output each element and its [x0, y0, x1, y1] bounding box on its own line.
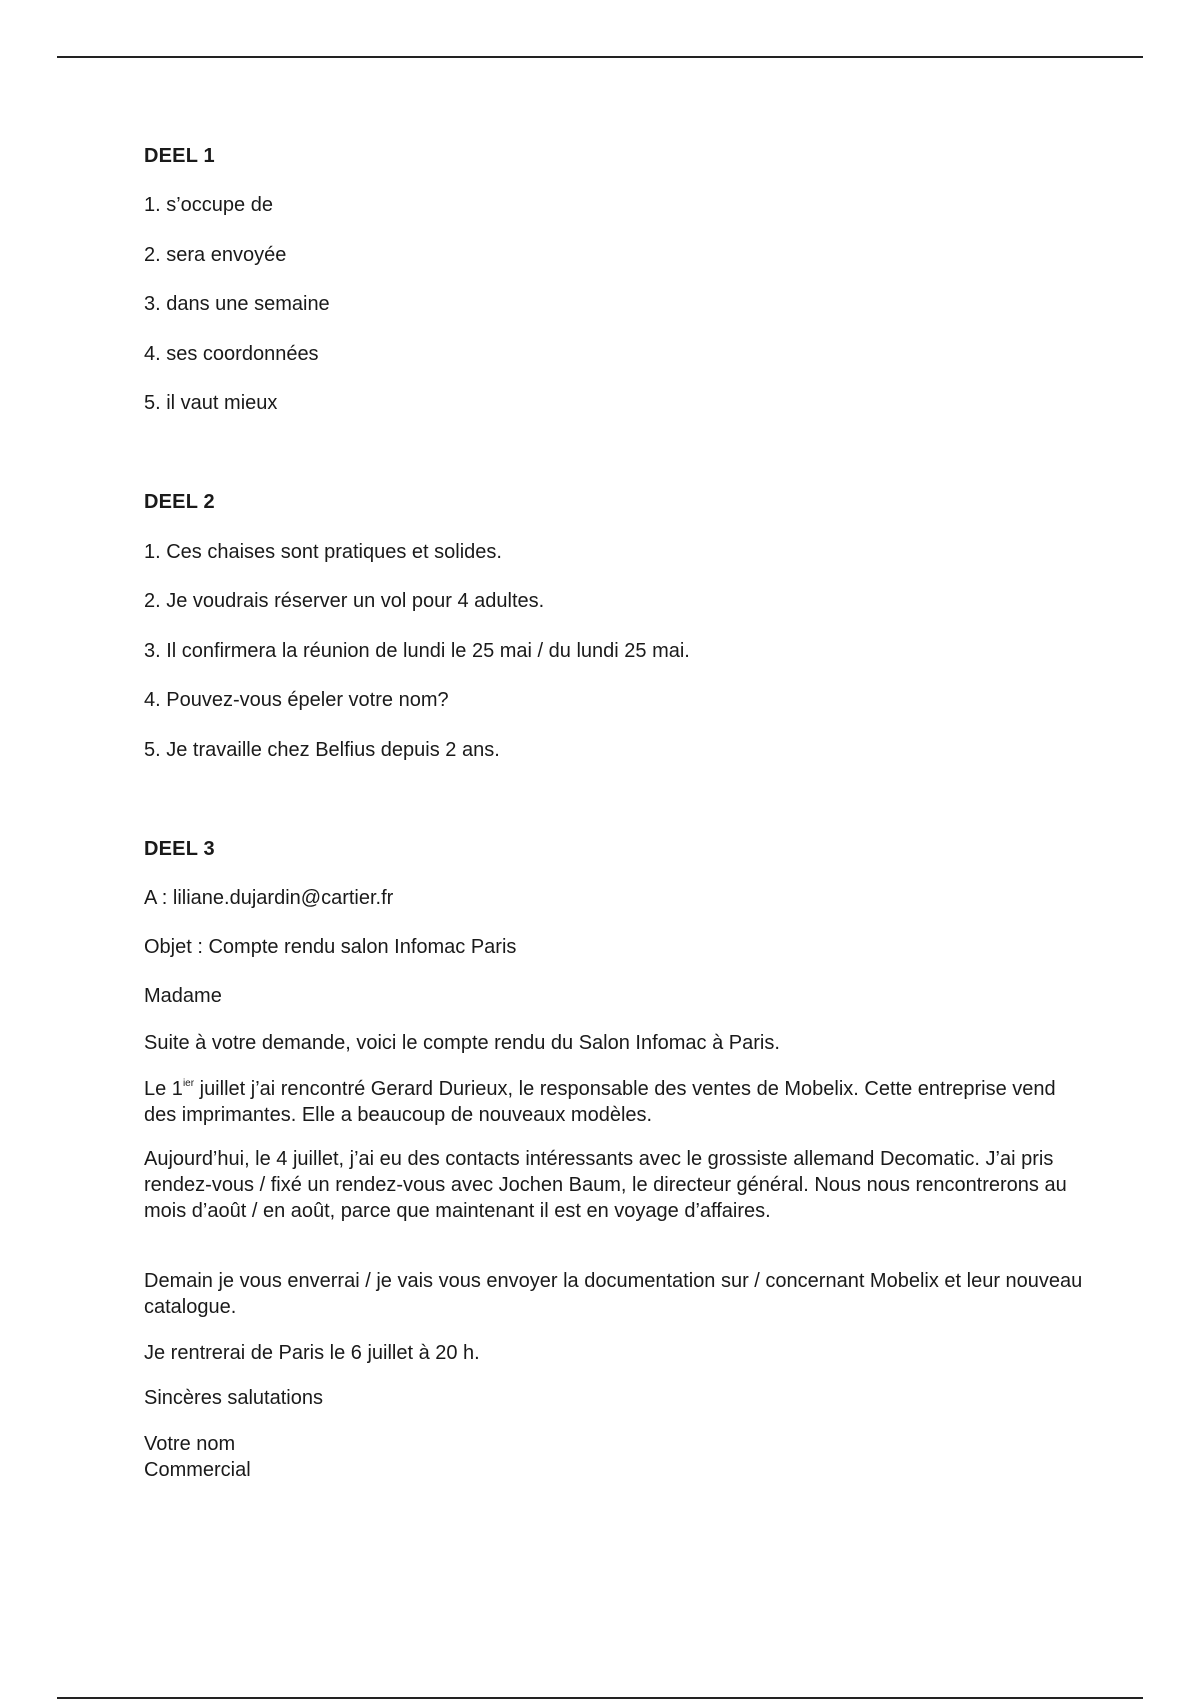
ordinal-superscript: ier	[182, 1078, 195, 1089]
email-paragraph-3: Demain je vous enverrai / je vais vous envoyer la documentation sur / concernant Mobelix et leur nouveau catalogue.	[144, 1270, 1083, 1318]
email-paragraph-4: Je rentrerai de Paris le 6 juillet à 20 h.	[144, 1342, 480, 1364]
paragraph-1-start: Le 1	[144, 1078, 183, 1100]
signature-name: Votre nom	[144, 1433, 236, 1455]
section-heading-deel-2: DEEL 2	[144, 491, 215, 513]
deel1-answer-3: 3. dans une semaine	[144, 293, 330, 315]
email-salutation: Madame	[144, 985, 222, 1007]
paragraph-1-rest: juillet j’ai rencontré Gerard Durieux, le responsable des ventes de Mobelix. Cette entreprise vend des imprimantes. Elle a beaucoup de nouveaux modèles.	[144, 1078, 1056, 1126]
email-paragraph-1	[144, 1076, 1084, 1128]
deel2-answer-2: 2. Je voudrais réserver un vol pour 4 adultes.	[144, 590, 545, 612]
deel2-answer-4: 4. Pouvez-vous épeler votre nom?	[144, 689, 449, 711]
email-paragraph-2: Aujourd’hui, le 4 juillet, j’ai eu des contacts intéressants avec le grossiste allemand Decomatic. J’ai pris rendez-vous / fixé un rendez-vous avec Jochen Baum, le directeur général. Nous nous rencontrerons au mois d’août / en août, parce que maintenant il est en voyage d’affaires.	[144, 1148, 1067, 1222]
deel1-answer-5: 5. il vaut mieux	[144, 392, 278, 414]
email-closing: Sincères salutations	[144, 1387, 323, 1409]
deel1-answer-1: 1. s’occupe de	[144, 194, 273, 216]
bottom-rule	[57, 1697, 1143, 1699]
email-intro: Suite à votre demande, voici le compte rendu du Salon Infomac à Paris.	[144, 1032, 780, 1054]
email-subject-line: Objet : Compte rendu salon Infomac Paris	[144, 936, 517, 958]
signature-title: Commercial	[144, 1459, 251, 1481]
section-heading-deel-1: DEEL 1	[144, 145, 215, 167]
deel2-answer-1: 1. Ces chaises sont pratiques et solides.	[144, 541, 502, 563]
deel2-answer-3: 3. Il confirmera la réunion de lundi le 25 mai / du lundi 25 mai.	[144, 640, 690, 662]
deel1-answer-2: 2. sera envoyée	[144, 244, 287, 266]
email-to-line: A : liliane.dujardin@cartier.fr	[144, 887, 394, 909]
deel1-answer-4: 4. ses coordonnées	[144, 343, 319, 365]
top-rule	[57, 56, 1143, 58]
section-heading-deel-3: DEEL 3	[144, 838, 215, 860]
deel2-answer-5: 5. Je travaille chez Belfius depuis 2 ans.	[144, 739, 500, 761]
